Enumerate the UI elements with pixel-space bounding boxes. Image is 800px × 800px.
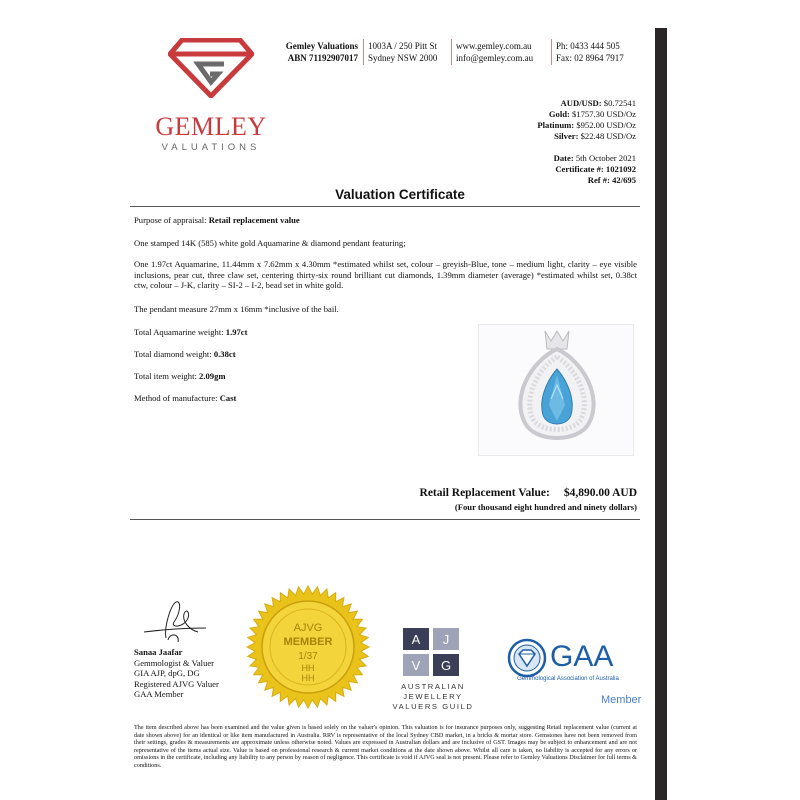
seal-text: AJVG bbox=[293, 622, 323, 634]
meta-label: Certificate #: bbox=[555, 164, 604, 174]
page-title: Valuation Certificate bbox=[335, 187, 465, 202]
signer-registration: Registered AJVG Valuer bbox=[134, 678, 219, 689]
gaa-subtitle: Gemmological Association of Australia bbox=[517, 676, 619, 682]
website-link[interactable]: www.gemley.com.au bbox=[456, 41, 532, 51]
item-description: One 1.97ct Aquamarine, 11.44mm x 7.62mm x 4.30mm *estimated whilst set, colour – greyish-Blue, tone – medium light, clarity – eye visible inclusions, pear cut, three claw set, centering thirty-six round brilliant cut diamonds, 1.39mm diameter (average) *estimated whilst set, 0.38ct ctw, colour – J-K, clarity – SI-2 – I-2, bead set in white gold. bbox=[134, 259, 637, 290]
rate-value: $952.00 USD/Oz bbox=[576, 120, 636, 130]
address-line-1: 1003A / 250 Pitt St bbox=[368, 41, 438, 51]
signer-membership: GAA Member bbox=[134, 689, 184, 699]
disclaimer-text: The item described above has been examined and the value given is based solely on the valuer's opinion. This valuation is for insurance purposes only, suggesting Retail replacement value (current at date shown above) for an identical or like item manufactured in Australia. RRV is representative of the local Sydney CBD market, in a bricks & mortar store. Gemstones have not been removed from their settings, grades & measurements are approximate unless otherwise noted. Values are expressed in Australian dollars and are inclusive of GST. Images may be subject to enhancement and are not representative of the items actual size. Value is based on professional research & current market conditions at the date shown above. Whilst all care is taken, no liability is accepted for any errors or omissions in the certificate, including any liability to any person by reason of negligence. This certificate is void if AJVG seal is not present. Please refer to Gemley Valuations Disclaimer for full terms & conditions. bbox=[134, 724, 637, 769]
diamond-weight bbox=[134, 349, 464, 360]
retail-amount: $4,890.00 AUD bbox=[563, 487, 637, 499]
field-value: 2.09gm bbox=[199, 371, 226, 381]
seal-text: HH bbox=[301, 673, 315, 683]
ajvg-letter: A bbox=[411, 632, 421, 647]
signer-name bbox=[134, 647, 219, 658]
header-company-block bbox=[276, 40, 358, 64]
ajvg-caption-line: VALUERS GUILD bbox=[392, 702, 474, 711]
fax-number: Fax: 02 8964 7917 bbox=[556, 53, 624, 63]
ajvg-letter: V bbox=[411, 658, 421, 673]
signer-block bbox=[134, 647, 219, 700]
metal-rates bbox=[470, 98, 636, 142]
pendant-image bbox=[479, 325, 633, 455]
certificate-meta bbox=[470, 153, 636, 186]
meta-certificate bbox=[470, 164, 636, 175]
ajvg-gold-seal bbox=[246, 585, 370, 709]
phone-number: Ph: 0433 444 505 bbox=[556, 41, 620, 51]
field-label: Total item weight: bbox=[134, 371, 197, 381]
retail-rule bbox=[130, 519, 640, 520]
header-phone-block bbox=[556, 40, 624, 64]
title-rule bbox=[130, 206, 640, 207]
rate-value: $22.48 USD/Oz bbox=[580, 131, 636, 141]
field-label: Total diamond weight: bbox=[134, 349, 212, 359]
purpose-value: Retail replacement value bbox=[208, 215, 300, 225]
retail-value-words: (Four thousand eight hundred and ninety dollars) bbox=[454, 502, 637, 512]
rate-value: $0.72541 bbox=[603, 98, 636, 108]
purpose-line bbox=[134, 215, 637, 226]
purpose-label: Purpose of appraisal: bbox=[134, 215, 207, 225]
seal-text: MEMBER bbox=[283, 636, 333, 648]
brand-logo bbox=[148, 38, 274, 158]
rate-label: Platinum: bbox=[537, 120, 575, 130]
header-web-block bbox=[456, 40, 533, 64]
pendant-photo bbox=[478, 324, 634, 456]
item-weight bbox=[134, 371, 464, 382]
company-name: Gemley Valuations bbox=[285, 41, 358, 51]
seal-text: HH bbox=[301, 663, 315, 673]
brand-tagline: VALUATIONS bbox=[161, 142, 261, 153]
ajvg-caption-line: AUSTRALIAN JEWELLERY bbox=[401, 682, 465, 701]
rate-value: $1757.30 USD/Oz bbox=[572, 109, 636, 119]
rate-label: Silver: bbox=[554, 131, 579, 141]
meta-date bbox=[470, 153, 636, 164]
rate-gold bbox=[470, 109, 636, 120]
rate-platinum bbox=[470, 120, 636, 131]
header-divider bbox=[451, 39, 452, 65]
meta-value: 42/695 bbox=[612, 175, 636, 185]
address-line-2: Sydney NSW 2000 bbox=[368, 53, 438, 63]
diamond-g-logo-icon bbox=[168, 38, 254, 98]
signer-qualifications: GIA AJP, dpG, DG bbox=[134, 668, 200, 678]
field-value: 0.38ct bbox=[213, 349, 236, 359]
ajvg-monogram-icon bbox=[403, 628, 463, 678]
field-label: Total Aquamarine weight: bbox=[134, 327, 224, 337]
gaa-name: GAA bbox=[550, 640, 614, 673]
field-label: Method of manufacture: bbox=[134, 393, 218, 403]
gaa-globe-diamond-icon bbox=[507, 638, 547, 678]
item-intro: One stamped 14K (585) white gold Aquamarine & diamond pendant featuring; bbox=[134, 238, 406, 248]
manufacture-method bbox=[134, 393, 464, 404]
item-measure: The pendant measure 27mm x 16mm *inclusive of the bail. bbox=[134, 304, 339, 314]
company-abn: ABN 71192907017 bbox=[287, 53, 358, 63]
meta-label: Date: bbox=[553, 153, 574, 163]
aquamarine-weight bbox=[134, 327, 464, 338]
meta-label: Ref #: bbox=[587, 175, 610, 185]
header-divider bbox=[363, 39, 364, 65]
signature-mark bbox=[140, 598, 210, 649]
retail-value-line bbox=[380, 487, 637, 499]
rate-label: AUD/USD: bbox=[560, 98, 602, 108]
side-accent-bar bbox=[655, 28, 667, 800]
signer-title: Gemmologist & Valuer bbox=[134, 657, 215, 668]
rate-aud-usd bbox=[470, 98, 636, 109]
field-value: 1.97ct bbox=[225, 327, 248, 337]
email-link[interactable]: info@gemley.com.au bbox=[456, 53, 534, 63]
meta-value: 5th October 2021 bbox=[575, 153, 636, 163]
header-divider bbox=[551, 39, 552, 65]
brand-name: GEMLEY bbox=[155, 112, 267, 141]
signer-name-text: Sanaa Jaafar bbox=[134, 647, 183, 657]
gaa-member-label: Member bbox=[601, 694, 642, 706]
meta-ref bbox=[470, 175, 636, 186]
ajvg-caption bbox=[370, 682, 496, 712]
header-address-block bbox=[368, 40, 437, 64]
ajvg-letter: G bbox=[440, 658, 452, 673]
rate-label: Gold: bbox=[548, 109, 570, 119]
rate-silver bbox=[470, 131, 636, 142]
meta-value: 1021092 bbox=[605, 164, 636, 174]
seal-icon bbox=[246, 585, 370, 709]
retail-label: Retail Replacement Value: bbox=[419, 487, 550, 499]
seal-text: 1/37 bbox=[298, 651, 318, 662]
ajvg-logo bbox=[370, 628, 496, 712]
field-value: Cast bbox=[219, 393, 237, 403]
ajvg-letter: J bbox=[442, 632, 450, 647]
